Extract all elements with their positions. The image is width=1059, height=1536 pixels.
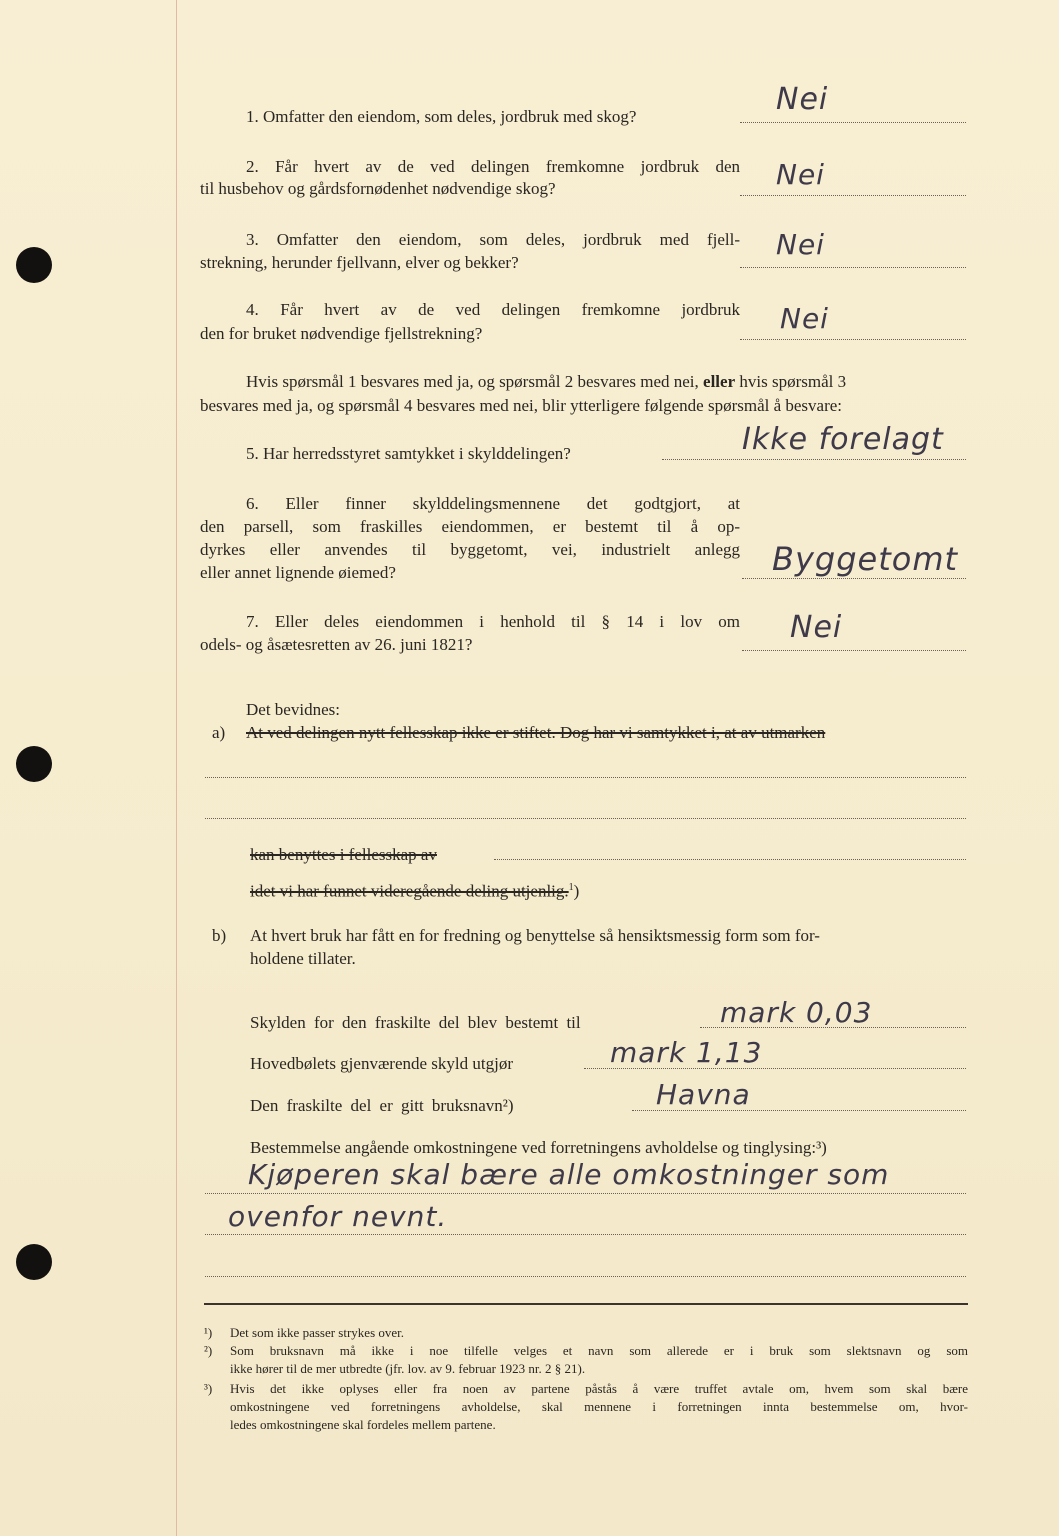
answer-4: Nei <box>780 302 829 335</box>
answer-line <box>662 459 966 460</box>
question-7-line2: odels- og åsætesretten av 26. juni 1821? <box>200 635 473 654</box>
question-3-line2: strekning, herunder fjellvann, elver og bekker? <box>200 253 519 272</box>
punch-hole <box>16 247 52 283</box>
footnote-1-line: Det som ikke passer strykes over. <box>230 1325 405 1340</box>
blank-line <box>494 859 966 860</box>
bruksnavn-label: Den fraskilte del er gitt bruksnavn²) <box>250 1096 514 1115</box>
answer-line <box>742 578 966 579</box>
footnote-2-line: ikke hører til de mer utbredte (jfr. lov. av 9. februar 1923 nr. 2 § 21). <box>230 1361 586 1376</box>
question-5: 5. Har herredsstyret samtykket i skylddelingen? <box>246 444 571 463</box>
footnote-3-mark: ³) <box>204 1381 213 1396</box>
attest-a-line4 <box>250 878 579 902</box>
blank-line <box>205 818 966 819</box>
attest-a-line4-text: idet vi har funnet videregående deling utjenlig. <box>250 881 569 901</box>
question-6-line4: eller annet lignende øiemed? <box>200 563 396 582</box>
attest-a-label: a) <box>212 723 226 742</box>
question-4-line2: den for bruket nødvendige fjellstrekning? <box>200 324 483 343</box>
footnote-3-line: omkostningene ved forretningens avholdelse, skal mennene i forretningen innta bestemmelse om, hvor- <box>230 1399 968 1414</box>
bestemmelse-label: Bestemmelse angående omkostningene ved forretningens avholdelse og tinglysing:³) <box>250 1138 827 1157</box>
blank-line <box>205 1276 966 1277</box>
question-6-line2: den parsell, som fraskilles eiendommen, er bestemt til å op- <box>200 517 740 536</box>
answer-7: Nei <box>790 610 843 645</box>
footnote-rule <box>204 1303 968 1305</box>
answer-line <box>740 195 966 196</box>
answer-3: Nei <box>776 228 825 261</box>
punch-hole <box>16 746 52 782</box>
question-7-line1: 7. Eller deles eiendommen i henhold til § 14 i lov om <box>246 612 740 631</box>
question-1: 1. Omfatter den eiendom, som deles, jordbruk med skog? <box>246 107 637 126</box>
attest-b-line1: At hvert bruk har fått en for fredning og benyttelse så hensiktsmessig form som for- <box>250 926 820 945</box>
punch-hole <box>16 1244 52 1280</box>
bestemmelse-line1: Kjøperen skal bære alle omkostninger som <box>248 1158 890 1191</box>
question-2-line2: til husbehov og gårdsfornødenhet nødvendige skog? <box>200 179 556 198</box>
answer-line <box>740 122 966 123</box>
instruction-line1 <box>246 372 846 392</box>
question-4-line1: 4. Får hvert av de ved delingen fremkomne jordbruk <box>246 300 740 319</box>
footnote-2-mark: ²) <box>204 1343 213 1358</box>
attest-heading: Det bevidnes: <box>246 700 340 719</box>
blank-line <box>205 1234 966 1235</box>
skylden-value: mark 0,03 <box>720 996 873 1029</box>
margin-line <box>176 0 177 1536</box>
blank-line <box>205 1193 966 1194</box>
answer-line <box>740 339 966 340</box>
answer-line <box>742 650 966 651</box>
hovedbol-label: Hovedbølets gjenværende skyld utgjør <box>250 1054 513 1073</box>
instruction-text: hvis spørsmål 3 <box>739 372 847 391</box>
bruksnavn-value: Havna <box>656 1078 751 1111</box>
question-2-line1: 2. Får hvert av de ved delingen fremkomne jordbruk den <box>246 157 740 176</box>
attest-b-line2: holdene tillater. <box>250 949 356 968</box>
instruction-eller: eller <box>703 372 736 391</box>
footnote-2-line: Som bruksnavn må ikke i noe tilfelle velges et navn som allerede er i bruk som slektsnavn og som <box>230 1343 968 1358</box>
answer-1: Nei <box>776 82 829 117</box>
footnote-3-line: ledes omkostningene skal fordeles mellem partene. <box>230 1417 496 1432</box>
hovedbol-value: mark 1,13 <box>610 1036 763 1069</box>
footnote-ref: 1 <box>568 882 574 893</box>
footnote-3-line: Hvis det ikke oplyses eller fra noen av partene påstås å være truffet avtale om, hvem som skal bære <box>230 1381 968 1396</box>
answer-6: Byggetomt <box>772 540 959 578</box>
answer-line <box>740 267 966 268</box>
footnote-ref-close: ) <box>573 881 580 901</box>
bestemmelse-line2: ovenfor nevnt. <box>228 1200 448 1233</box>
blank-line <box>205 777 966 778</box>
instruction-text: Hvis spørsmål 1 besvares med ja, og spørsmål 2 besvares med nei, <box>246 372 699 391</box>
question-6-line3: dyrkes eller anvendes til byggetomt, vei, industrielt anlegg <box>200 540 740 559</box>
attest-a-line3: kan benyttes i fellesskap av <box>250 845 437 864</box>
question-3-line1: 3. Omfatter den eiendom, som deles, jordbruk med fjell- <box>246 230 740 249</box>
answer-5: Ikke forelagt <box>742 422 944 457</box>
answer-2: Nei <box>776 158 825 191</box>
attest-b-label: b) <box>212 926 227 945</box>
footnote-1-mark: ¹) <box>204 1325 213 1340</box>
attest-a-text: At ved delingen nytt fellesskap ikke er stiftet. Dog har vi samtykket i, at av utmarken <box>246 723 826 742</box>
instruction-line2: besvares med ja, og spørsmål 4 besvares med nei, blir ytterligere følgende spørsmål å besvare: <box>200 396 843 415</box>
question-6-line1: 6. Eller finner skylddelingsmennene det godtgjort, at <box>246 494 740 513</box>
skylden-label: Skylden for den fraskilte del blev bestemt til <box>250 1013 581 1032</box>
